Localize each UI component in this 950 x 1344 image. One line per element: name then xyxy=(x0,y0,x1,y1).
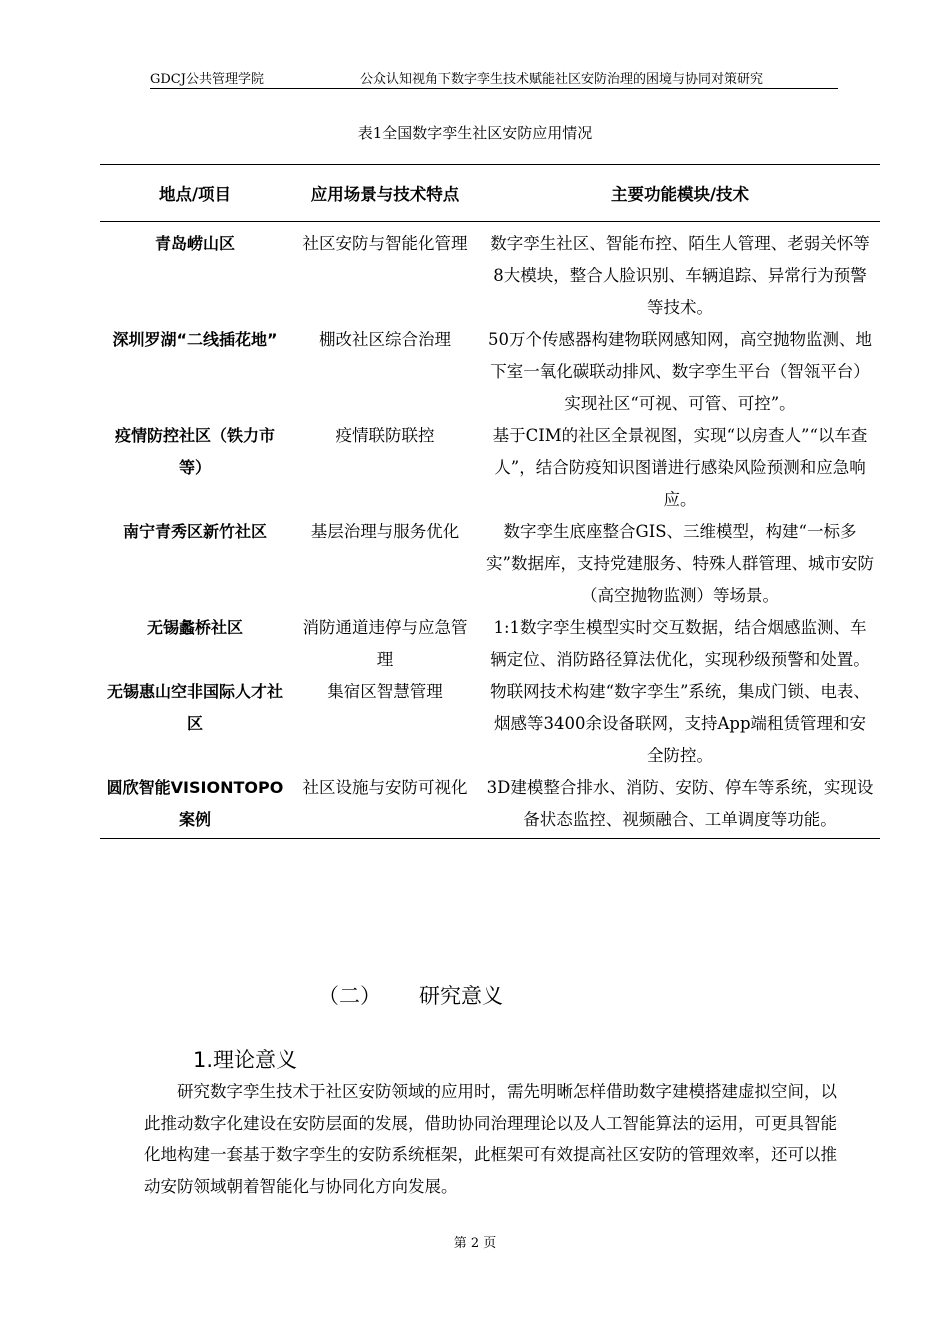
table-row xyxy=(100,324,880,420)
section-number: （二） xyxy=(318,984,381,1008)
table-header-row xyxy=(100,165,880,222)
cell-location: 深圳罗湖“二线插花地” xyxy=(112,330,278,349)
cell-location: 南宁青秀区新竹社区 xyxy=(122,522,267,541)
cell-scene: 疫情联防联控 xyxy=(335,426,435,445)
cell-location: 青岛崂山区 xyxy=(154,234,235,253)
cell-location: 圆欣智能VISIONTOPO案例 xyxy=(100,772,290,839)
table-row xyxy=(100,772,880,839)
cell-modules: 50万个传感器构建物联网感知网，高空抛物监测、地下室一氧化碳联动排风、数字孪生平台（智瓴平台）实现社区“可视、可管、可控”。 xyxy=(488,330,872,413)
section-title: 研究意义 xyxy=(419,984,503,1008)
cell-modules: 数字孪生底座整合GIS、三维模型，构建“一标多实”数据库，支持党建服务、特殊人群管理、城市安防（高空抛物监测）等场景。 xyxy=(486,522,874,605)
cell-modules: 物联网技术构建“数字孪生”系统，集成门锁、电表、烟感等3400余设备联网，支持App端租赁管理和安全防控。 xyxy=(490,682,870,765)
cell-scene: 消防通道违停与应急管理 xyxy=(302,618,468,669)
cell-location: 无锡惠山空非国际人才社区 xyxy=(106,682,283,733)
column-header-scene: 应用场景与技术特点 xyxy=(290,165,480,222)
table-row xyxy=(100,676,880,772)
header-institution: GDCJ公共管理学院 xyxy=(150,72,264,87)
cell-modules: 基于CIM的社区全景视图，实现“以房查人”“以车查人”，结合防疫知识图谱进行感染风险预测和应急响应。 xyxy=(492,426,868,509)
cell-location: 无锡蠡桥社区 xyxy=(146,618,243,637)
table-row xyxy=(100,420,880,516)
header-paper-title: 公众认知视角下数字孪生技术赋能社区安防治理的困境与协同对策研究 xyxy=(360,72,764,87)
cell-modules: 1:1数字孪生模型实时交互数据，结合烟感监测、车辆定位、消防路径算法优化，实现秒级预警和处置。 xyxy=(490,618,870,669)
cell-modules: 数字孪生社区、智能布控、陌生人管理、老弱关怀等8大模块，整合人脸识别、车辆追踪、异常行为预警等技术。 xyxy=(490,234,870,317)
cell-scene: 集宿区智慧管理 xyxy=(327,682,443,701)
body-paragraph: 研究数字孪生技术于社区安防领域的应用时，需先明晰怎样借助数字建模搭建虚拟空间，以此推动数字化建设在安防层面的发展，借助协同治理理论以及人工智能算法的运用，可更具智能化地构建一套基于数字孪生的安防系统框架，此框架可有效提高社区安防的管理效率，还可以推动安防领域朝着智能化与协同化方向发展。 xyxy=(144,1082,837,1196)
page-number: 第 2 页 xyxy=(453,1236,497,1251)
table-row xyxy=(100,612,880,676)
application-table xyxy=(100,164,880,839)
table-row xyxy=(100,222,880,325)
page-header xyxy=(150,66,838,89)
section-heading xyxy=(318,980,503,1010)
column-header-location: 地点/项目 xyxy=(100,165,290,222)
cell-scene: 社区安防与智能化管理 xyxy=(302,234,468,253)
table-caption: 表1全国数字孪生社区安防应用情况 xyxy=(357,124,593,142)
cell-scene: 基层治理与服务优化 xyxy=(310,522,460,541)
column-header-modules: 主要功能模块/技术 xyxy=(480,165,880,222)
table-row xyxy=(100,516,880,612)
cell-location: 疫情防控社区（铁力市等） xyxy=(114,426,275,477)
cell-scene: 社区设施与安防可视化 xyxy=(290,772,480,839)
cell-modules: 3D建模整合排水、消防、安防、停车等系统，实现设备状态监控、视频融合、工单调度等功能。 xyxy=(480,772,880,839)
subsection-heading: 1.理论意义 xyxy=(193,1048,298,1072)
cell-scene: 棚改社区综合治理 xyxy=(319,330,451,349)
